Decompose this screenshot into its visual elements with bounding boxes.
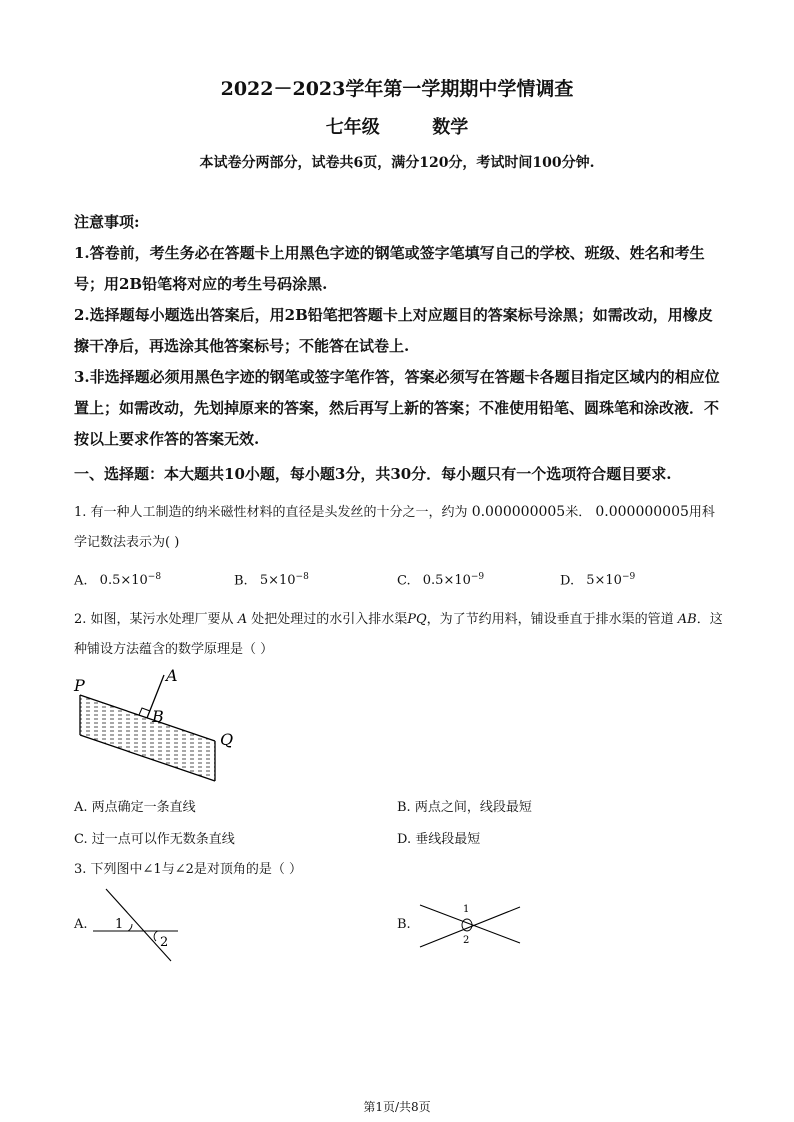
- q1-option-c[interactable]: [397, 572, 484, 588]
- option-label: A.: [74, 573, 88, 589]
- option-base: 0.5×10: [422, 573, 471, 589]
- q2-segment-ab: AB: [677, 612, 697, 627]
- q2-line-pq: PQ: [407, 612, 427, 627]
- q3-figure-a: [88, 885, 183, 965]
- label-p: P: [74, 676, 85, 695]
- note-item: 3.非选择题必须用黑色字迹的钢笔或签字笔作答，答案必须写在答题卡各题目指定区域内的相应位置上；如需改动，先划掉原来的答案，然后再写上新的答案；不准使用铅笔、圆珠笔和涂改液．不按以上要求作答的答案无效.: [74, 368, 720, 448]
- q2-stem-b: 处把处理过的水引入排水渠: [251, 612, 408, 627]
- option-label: C.: [397, 573, 411, 589]
- question-2: [74, 605, 726, 665]
- notes-heading: 注意事项:: [74, 213, 140, 231]
- grade-label: 七年级: [325, 117, 380, 138]
- q2-stem-c: ，为了节约用料，铺设垂直于排水渠的管道: [426, 612, 674, 627]
- q2-option-d[interactable]: D. 垂线段最短: [397, 832, 481, 847]
- q1-number: 0.000000005: [471, 504, 566, 520]
- option-exp: −8: [147, 572, 162, 582]
- q3-figure-b: [415, 895, 525, 955]
- q1-unit: 米．: [565, 505, 592, 520]
- q2-option-c[interactable]: C. 过一点可以作无数条直线: [74, 832, 235, 847]
- q3-stem: 3. 下列图中∠1与∠2是对顶角的是（ ）: [74, 862, 302, 877]
- q2-point-a: A: [237, 612, 248, 627]
- vertex-arc: [462, 919, 472, 931]
- q1-option-a[interactable]: [74, 572, 161, 588]
- note-item: 2.选择题每小题选出答案后，用2B铅笔把答题卡上对应题目的答案标号涂黑；如需改动，用橡皮擦干净后，再选涂其他答案标号；不能答在试卷上.: [74, 306, 713, 355]
- line-one: [420, 905, 520, 943]
- label-q: Q: [220, 730, 234, 749]
- drainage-figure: [70, 665, 240, 785]
- q1-number-repeat: 0.000000005: [595, 504, 689, 520]
- q1-option-d[interactable]: [560, 572, 635, 588]
- q2-option-a[interactable]: A. 两点确定一条直线: [74, 800, 196, 815]
- note-item: 1.答卷前，考生务必在答题卡上用黑色字迹的钢笔或签字笔填写自己的学校、班级、姓名和考生号；用2B铅笔将对应的考生号码涂黑.: [74, 244, 705, 293]
- option-exp: −8: [295, 572, 309, 582]
- angle-1-label: 1: [115, 917, 124, 932]
- q1-option-b[interactable]: [234, 572, 309, 588]
- angle-2-label: 2: [160, 935, 169, 950]
- water-hatch: [80, 695, 215, 781]
- option-label: B.: [234, 573, 248, 589]
- page-footer: 第1页/共8页: [363, 1100, 431, 1114]
- angle-1-label: 1: [463, 904, 470, 915]
- notes-block: [74, 207, 726, 455]
- option-base: 5×10: [586, 573, 622, 589]
- angle-2-label: 2: [463, 935, 470, 946]
- q3-option-a[interactable]: A.: [74, 917, 88, 932]
- option-label: D.: [560, 573, 575, 589]
- label-b: B: [152, 707, 164, 726]
- option-base: 5×10: [259, 573, 296, 589]
- option-exp: −9: [621, 572, 636, 582]
- option-exp: −9: [470, 572, 485, 582]
- q1-stem-b: 用科学记数法表示为( ): [74, 505, 715, 550]
- exam-intro: 本试卷分两部分，试卷共6页，满分120分，考试时间100分钟.: [199, 155, 595, 171]
- angle-2-arc: [154, 931, 158, 941]
- q3-option-b[interactable]: B.: [397, 917, 411, 932]
- angle-1-arc: [128, 924, 132, 931]
- section-heading: 一、选择题：本大题共10小题，每小题3分，共30分．每小题只有一个选项符合题目要求.: [74, 465, 672, 483]
- q2-option-b[interactable]: B. 两点之间，线段最短: [397, 800, 532, 815]
- page-title: 2022－2023学年第一学期期中学情调查: [220, 78, 574, 100]
- q2-stem-a: 2. 如图，某污水处理厂要从: [74, 612, 234, 627]
- q2-stem-d: ．这种铺设方法蕴含的数学原理是（ ）: [74, 612, 723, 657]
- q1-stem-a: 1. 有一种人工制造的纳米磁性材料的直径是头发丝的十分之一，约为: [74, 505, 468, 520]
- subject-label: 数学: [432, 117, 469, 138]
- grade-subject: [0, 113, 794, 139]
- label-a: A: [166, 666, 178, 685]
- question-1: [74, 497, 726, 558]
- option-base: 0.5×10: [99, 573, 148, 589]
- question-3: [74, 855, 726, 885]
- line-two: [420, 907, 520, 947]
